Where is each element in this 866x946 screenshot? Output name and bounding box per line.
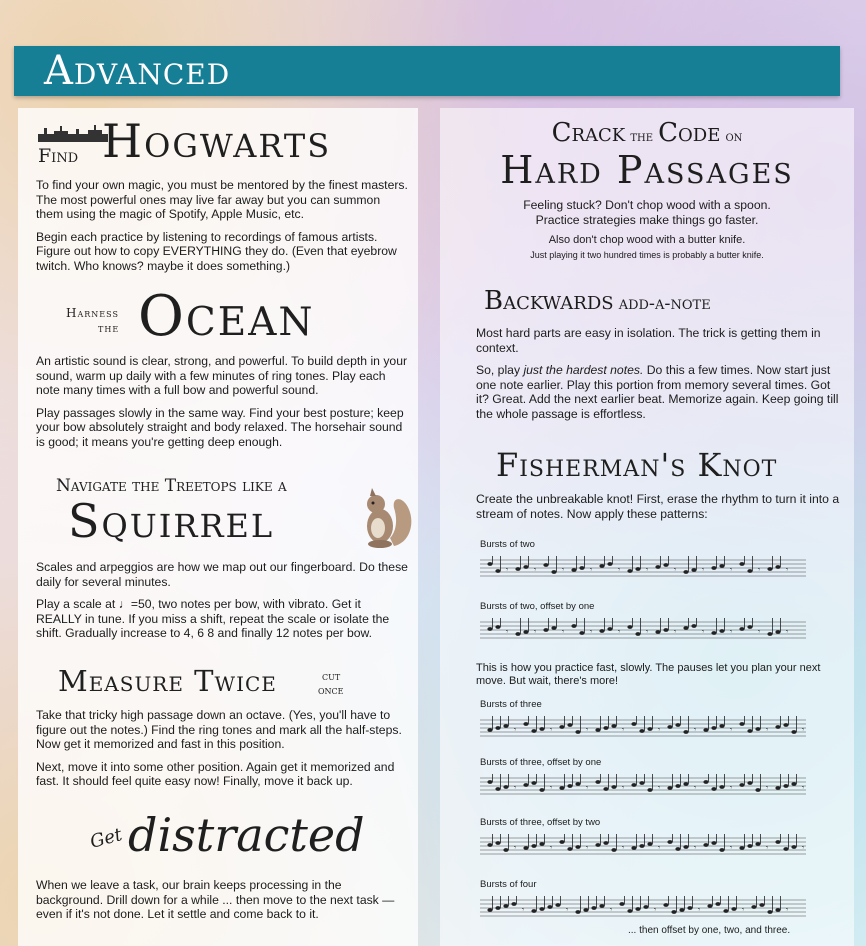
squirrel-icon [356, 484, 414, 550]
ocean-title: Ocean [138, 284, 315, 349]
distracted-para-1: When we leave a task, our brain keeps processing in the background. Drill down for a while ... then move to the next task — even if it's not done. Let it settle and come back to it. [36, 878, 395, 922]
squirrel-para-1: Scales and arpeggios are how we map out our fingerboard. Do these daily for several minutes. [36, 560, 408, 589]
svg-text:𝄾: 𝄾 [786, 564, 789, 574]
music-staff-3 [480, 715, 806, 741]
measure-para-2: Next, move it into some other position. Again get it memorized and fast. It should feel quite easy now! Finally, move it back up. [36, 759, 395, 789]
svg-text:𝄾: 𝄾 [758, 626, 761, 636]
backwards-subtitle: add-a-note [618, 293, 711, 314]
music-staff-2 [480, 617, 806, 643]
measure-side-2: once [318, 684, 344, 697]
svg-text:𝄾: 𝄾 [586, 724, 589, 734]
castle-icon [38, 124, 108, 142]
svg-text:𝄾: 𝄾 [586, 842, 589, 852]
crack-para-2: Practice strategies make things go faster. [535, 212, 759, 227]
svg-text:𝄾: 𝄾 [534, 564, 537, 574]
svg-text:𝄾: 𝄾 [654, 904, 657, 914]
svg-text:𝄾: 𝄾 [590, 564, 593, 574]
measure-para-1: Take that tricky high passage down an octave. (Yes, you'll have to figure out the notes.) Find the ring tones and mark all the half-steps. Now get it memorized and fast in this position. [36, 708, 402, 752]
svg-text:𝄾: 𝄾 [730, 842, 733, 852]
staff-label-6: Bursts of four [480, 879, 537, 890]
svg-text:𝄾: 𝄾 [674, 564, 677, 574]
svg-text:𝄾: 𝄾 [566, 904, 569, 914]
svg-text:𝄾: 𝄾 [694, 724, 697, 734]
svg-text:𝄾: 𝄾 [522, 904, 525, 914]
measure-title: Measure Twice [58, 664, 277, 698]
staff-label-4: Bursts of three, offset by one [480, 757, 602, 768]
svg-text:𝄾: 𝄾 [742, 904, 745, 914]
svg-text:𝄾: 𝄾 [786, 626, 789, 636]
svg-text:𝄾: 𝄾 [622, 782, 625, 792]
hardest-notes-emphasis: just the hardest notes. [523, 363, 644, 378]
hogwarts-para-2: Begin each practice by listening to recordings of famous artists. Figure out how to copy EVERYTHING they do. (Even that eyebrow twitch. Who knows? maybe it does something.) [36, 229, 397, 273]
svg-text:𝄾: 𝄾 [802, 842, 805, 852]
ocean-para-1: An artistic sound is clear, strong, and powerful. To build depth in your sound, warm up daily with a few minutes of ring tones. Play each note many times with a full bow and powerful sound. [36, 354, 408, 398]
svg-text:𝄾: 𝄾 [506, 564, 509, 574]
crack-on: on [725, 129, 743, 145]
svg-text:𝄾: 𝄾 [786, 904, 789, 914]
staff-label-3: Bursts of three [480, 699, 542, 710]
staff-label-5: Bursts of three, offset by two [480, 817, 601, 828]
svg-text:𝄾: 𝄾 [702, 564, 705, 574]
svg-text:𝄾: 𝄾 [514, 842, 517, 852]
svg-text:𝄾: 𝄾 [658, 842, 661, 852]
ocean-prefix-1: Harness [66, 306, 119, 320]
ocean-prefix-2: the [98, 321, 120, 335]
hogwarts-title: Hogwarts [102, 114, 332, 168]
fisherman-para-1: Create the unbreakable knot! First, erase the rhythm to turn it into a stream of notes. Now apply these patterns: [476, 492, 840, 521]
svg-text:𝄾: 𝄾 [730, 564, 733, 574]
svg-text:𝄾: 𝄾 [622, 842, 625, 852]
music-staff-5 [480, 833, 806, 859]
svg-text:𝄾: 𝄾 [802, 782, 805, 792]
svg-text:𝄾: 𝄾 [674, 626, 677, 636]
hogwarts-prefix: Find [38, 145, 79, 167]
svg-text:𝄾: 𝄾 [802, 724, 805, 734]
svg-text:𝄾: 𝄾 [658, 724, 661, 734]
svg-text:𝄾: 𝄾 [702, 626, 705, 636]
svg-text:𝄾: 𝄾 [618, 626, 621, 636]
svg-text:𝄾: 𝄾 [766, 782, 769, 792]
svg-text:𝄾: 𝄾 [758, 564, 761, 574]
crack-para-4: Just playing it two hundred times is probably a butter knife. [530, 249, 764, 260]
backwards-title: Backwards [484, 286, 614, 316]
music-staff-1 [480, 555, 806, 581]
hard-passages-title: Hard Passages [500, 148, 794, 192]
staff-label-1: Bursts of two [480, 539, 535, 550]
left-column [18, 108, 418, 946]
ocean-para-2: Play passages slowly in the same way. Find your best posture; keep your bow absolutely straight and body relaxed. The horsehair sound is good; it means you're getting deep enough. [36, 405, 404, 449]
svg-text:𝄾: 𝄾 [562, 564, 565, 574]
svg-text:𝄾: 𝄾 [550, 842, 553, 852]
svg-text:𝄾: 𝄾 [562, 626, 565, 636]
svg-text:𝄾: 𝄾 [550, 724, 553, 734]
svg-text:𝄾: 𝄾 [694, 842, 697, 852]
svg-text:𝄾: 𝄾 [506, 626, 509, 636]
svg-text:𝄾: 𝄾 [590, 626, 593, 636]
svg-text:𝄾: 𝄾 [730, 782, 733, 792]
squirrel-prefix: Navigate the Treetops like a [56, 476, 287, 496]
svg-text:𝄾: 𝄾 [514, 724, 517, 734]
music-staff-4 [480, 773, 806, 799]
backwards-para-1: Most hard parts are easy in isolation. The trick is getting them in context. [476, 326, 821, 355]
crack-para-1: Feeling stuck? Don't chop wood with a spoon. [523, 198, 771, 212]
svg-text:𝄾: 𝄾 [730, 724, 733, 734]
svg-text:𝄾: 𝄾 [698, 904, 701, 914]
svg-text:𝄾: 𝄾 [514, 782, 517, 792]
svg-text:𝄾: 𝄾 [766, 724, 769, 734]
measure-side-1: cut [322, 670, 341, 683]
svg-text:𝄾: 𝄾 [766, 842, 769, 852]
svg-text:𝄾: 𝄾 [646, 564, 649, 574]
crack-word: Crack [551, 118, 626, 148]
music-staff-6 [480, 895, 806, 921]
backwards-para-2: So, play just the hardest notes. Do this a few times. Now start just one note earlier. Play this portion from memory several times. Got it? Great. Add the next earlier beat. Memorize again. Keep going till the whole passage is effortless. [476, 363, 839, 421]
right-column [440, 108, 854, 946]
squirrel-title: Squirrel [68, 494, 275, 548]
svg-text:𝄾: 𝄾 [658, 782, 661, 792]
banner-title: Advanced [44, 48, 231, 94]
svg-text:𝄾: 𝄾 [534, 626, 537, 636]
crack-the: the [630, 129, 654, 145]
crack-para-3: Also don't chop wood with a butter knife. [548, 234, 746, 247]
fisherman-title: Fisherman's Knot [496, 446, 778, 484]
distracted-prefix: Get [87, 824, 125, 853]
fisherman-mid-para: This is how you practice fast, slowly. The pauses let you plan your next move. But wait, there's more! [476, 662, 821, 687]
section-banner [14, 46, 840, 96]
svg-text:𝄾: 𝄾 [730, 626, 733, 636]
svg-text:𝄾: 𝄾 [618, 564, 621, 574]
svg-text:𝄾: 𝄾 [694, 782, 697, 792]
staff-label-2: Bursts of two, offset by one [480, 601, 595, 612]
svg-text:𝄾: 𝄾 [610, 904, 613, 914]
svg-text:𝄾: 𝄾 [622, 724, 625, 734]
svg-text:𝄾: 𝄾 [586, 782, 589, 792]
fisherman-end-note: ... then offset by one, two, and three. [628, 925, 791, 936]
svg-text:𝄾: 𝄾 [550, 782, 553, 792]
distracted-title: distracted [128, 808, 365, 862]
hogwarts-para-1: To find your own magic, you must be mentored by the finest masters. The most powerful ones may live far away but you can summon them using the magic of Spotify, Apple Music, etc. [36, 178, 408, 222]
squirrel-para-2: Play a scale at ♩=50, two notes per bow, with vibrato. Get it REALLY in tune. If you miss a shift, repeat the scale or isolate the shift. Gradually increase to 4, 6 8 and finally 12 notes per bow. [36, 597, 390, 641]
svg-text:𝄾: 𝄾 [646, 626, 649, 636]
crack-code: Code [658, 118, 721, 148]
